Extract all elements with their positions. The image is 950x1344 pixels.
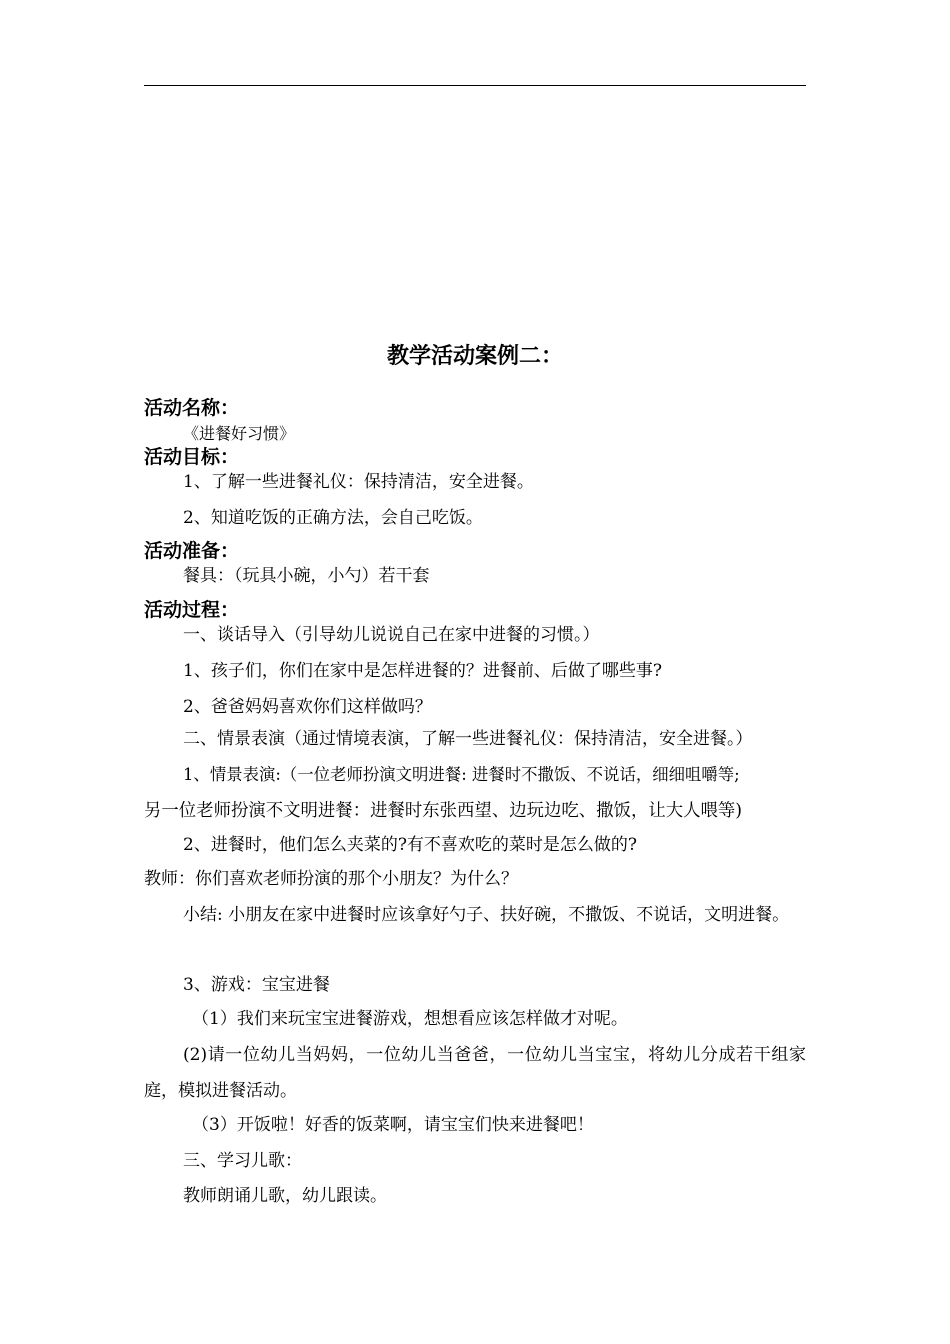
process-paragraph: 三、学习儿歌： xyxy=(183,1151,302,1171)
process-paragraph: 3、游戏：宝宝进餐 xyxy=(183,975,330,995)
activity-prep-heading: 活动准备： xyxy=(144,540,240,562)
activity-process-heading: 活动过程： xyxy=(144,599,240,621)
process-paragraph: 一、谈话导入（引导幼儿说说自己在家中进餐的习惯。） xyxy=(183,625,600,645)
process-paragraph: 2、爸爸妈妈喜欢你们这样做吗？ xyxy=(183,697,432,717)
process-paragraph: （3）开饭啦！好香的饭菜啊，请宝宝们快来进餐吧！ xyxy=(192,1115,594,1135)
prep-item-1: 餐具：（玩具小碗，小勺）若干套 xyxy=(183,566,430,586)
process-paragraph: 1、情景表演:（一位老师扮演文明进餐: 进餐时不撒饭、不说话，细细咀嚼等; xyxy=(183,765,740,784)
goal-item-1: 1、了解一些进餐礼仪：保持清洁，安全进餐。 xyxy=(183,472,534,492)
process-paragraph: 另一位老师扮演不文明进餐：进餐时东张西望、边玩边吃、撒饭，让大人喂等) xyxy=(144,801,743,821)
process-paragraph: 1、孩子们，你们在家中是怎样进餐的？进餐前、后做了哪些事? xyxy=(183,661,662,681)
process-paragraph: 教师：你们喜欢老师扮演的那个小朋友？为什么？ xyxy=(144,869,518,889)
activity-goal-heading: 活动目标： xyxy=(144,446,240,468)
process-paragraph: (2)请一位幼儿当妈妈，一位幼儿当爸爸，一位幼儿当宝宝，将幼儿分成若干组家庭，模拟进餐活动。 xyxy=(144,1045,806,1101)
document-title: 教学活动案例二： xyxy=(386,344,563,369)
activity-name-value: 《进餐好习惯》 xyxy=(183,424,296,443)
header-rule xyxy=(144,85,806,86)
process-paragraph: （1）我们来玩宝宝进餐游戏，想想看应该怎样做才对呢。 xyxy=(192,1009,628,1029)
process-paragraph: 二、情景表演（通过情境表演，了解一些进餐礼仪：保持清洁，安全进餐。） xyxy=(183,729,753,749)
process-paragraph: 教师朗诵儿歌，幼儿跟读。 xyxy=(183,1186,387,1206)
process-paragraph: 2、进餐时，他们怎么夹菜的?有不喜欢吃的菜时是怎么做的? xyxy=(183,835,638,855)
activity-name-heading: 活动名称： xyxy=(144,397,240,419)
process-paragraph: 小结: 小朋友在家中进餐时应该拿好勺子、扶好碗，不撒饭、不说话，文明进餐。 xyxy=(183,905,790,925)
goal-item-2: 2、知道吃饭的正确方法，会自己吃饭。 xyxy=(183,508,483,528)
